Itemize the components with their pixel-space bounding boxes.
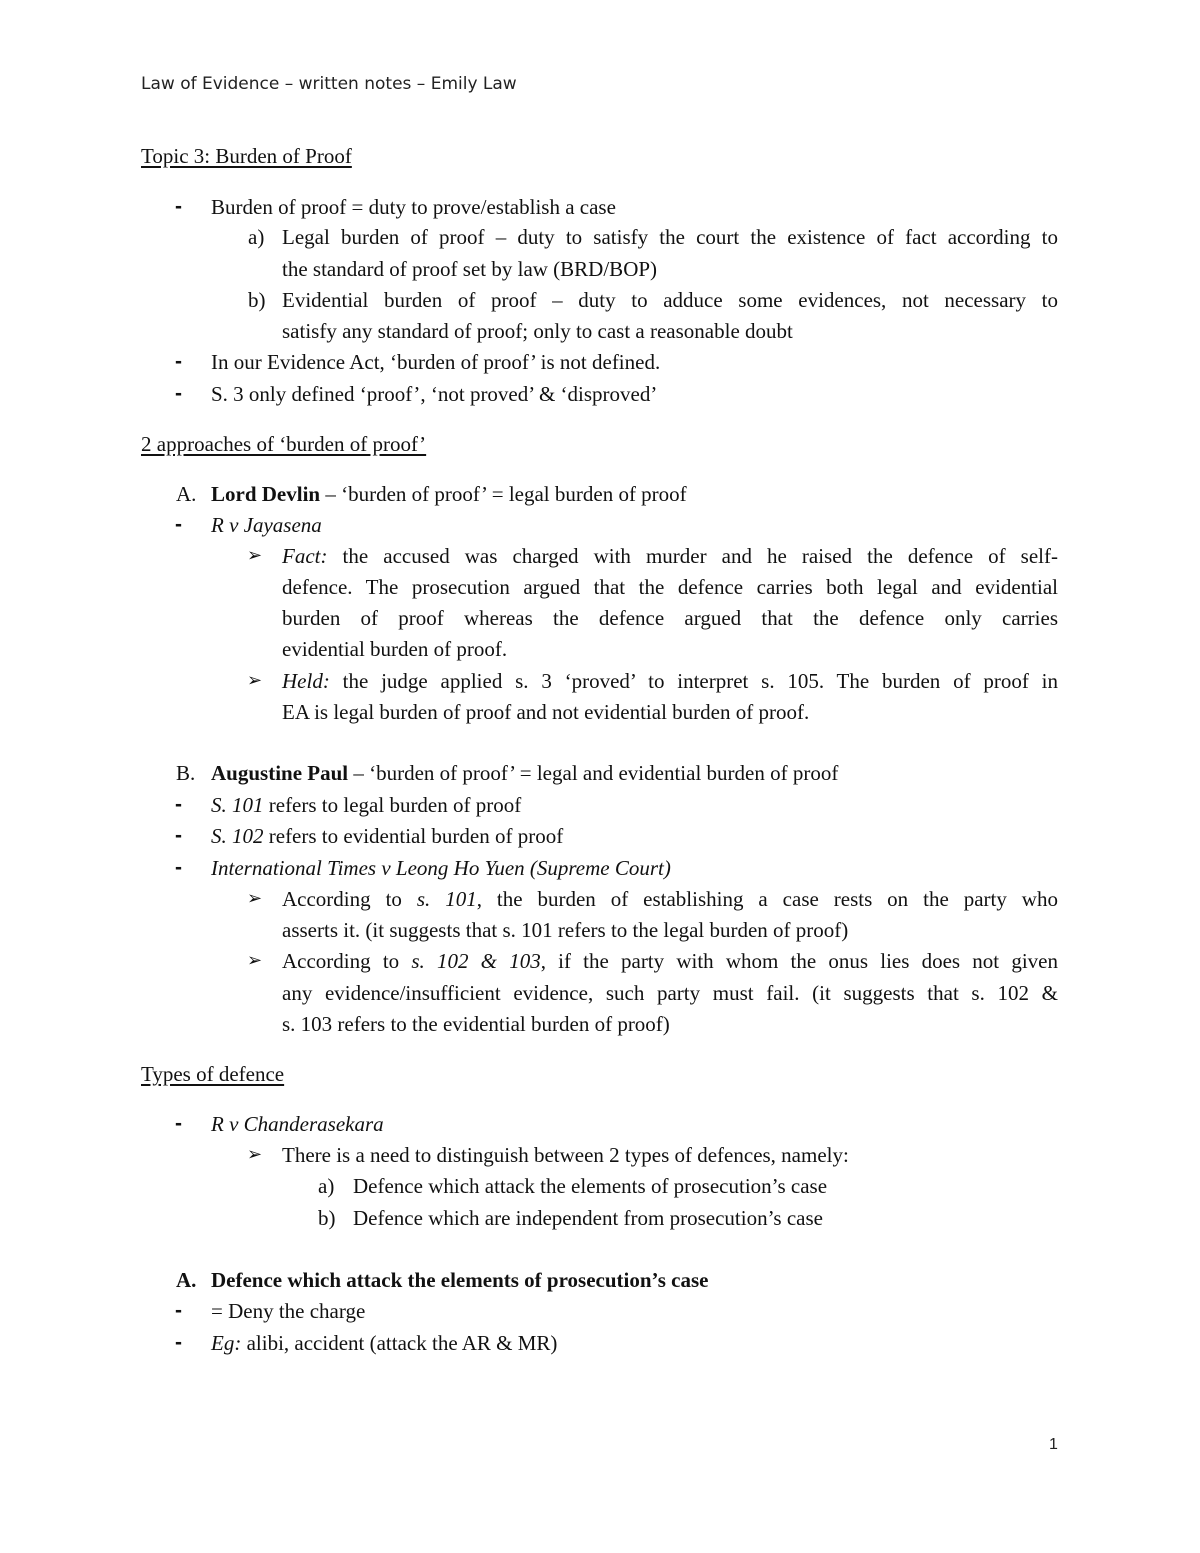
approaches-heading: 2 approaches of ‘burden of proof’ (141, 432, 427, 456)
distinguish-line: There is a need to distinguish between 2 types of defences, namely: (282, 1143, 849, 1167)
according-102-pre: According to (282, 949, 412, 973)
bullet-s3-definitions: S. 3 only defined ‘proof’, ‘not proved’ & ‘disproved’ (211, 382, 658, 406)
page-header: Law of Evidence – written notes – Emily Law (141, 74, 517, 94)
legal-burden-line-2: the standard of proof set by law (BRD/BOP) (282, 257, 658, 281)
deny-the-charge: = Deny the charge (211, 1299, 366, 1323)
eg-text: alibi, accident (attack the AR & MR) (241, 1331, 558, 1355)
s102-text: refers to evidential burden of proof (263, 824, 564, 848)
according-101-line-1 (282, 885, 1058, 913)
defence-attack-heading: Defence which attack the elements of prosecution’s case (211, 1268, 709, 1292)
according-102-post: , if the party with whom the onus lies does not given (540, 949, 1058, 973)
case-international-times: International Times v Leong Ho Yuen (Supreme Court) (211, 856, 671, 880)
bullet-not-defined: In our Evidence Act, ‘burden of proof’ is not defined. (211, 350, 661, 374)
lord-devlin-line (211, 480, 687, 508)
lord-devlin-text: – ‘burden of proof’ = legal burden of proof (320, 482, 687, 506)
eg-label: Eg: (211, 1331, 242, 1355)
types-of-defence-heading: Types of defence (141, 1062, 285, 1086)
s102-ref: S. 102 (211, 824, 264, 848)
s102-line (211, 822, 563, 850)
according-101-post: , the burden of establishing a case rests on the party who (476, 887, 1058, 911)
according-101-pre: According to (282, 887, 417, 911)
example-line (211, 1329, 557, 1357)
held-label: Held: (282, 669, 330, 693)
s101-line (211, 791, 521, 819)
held-line-1 (282, 667, 1058, 695)
bullet-dash-icon: - (175, 195, 182, 218)
page-number: 1 (1049, 1436, 1058, 1453)
defence-type-a: Defence which attack the elements of prosecution’s case (353, 1174, 828, 1198)
s101-ref: S. 101 (211, 793, 264, 817)
according-102-line-2: any evidence/insufficient evidence, such party must fail. (it suggests that s. 102 & (282, 981, 1058, 1005)
list-marker-b: b) (318, 1206, 336, 1230)
bullet-dash-icon: - (175, 513, 182, 536)
bullet-dash-icon: - (175, 350, 182, 373)
arrow-bullet-icon: ➢ (247, 670, 263, 691)
lord-devlin-name: Lord Devlin (211, 482, 321, 506)
list-marker-a: a) (248, 225, 265, 249)
according-102-line-3: s. 103 refers to the evidential burden of proof) (282, 1012, 670, 1036)
arrow-bullet-icon: ➢ (247, 1144, 263, 1165)
list-marker-a: a) (318, 1174, 335, 1198)
fact-text-1: the accused was charged with murder and he raised the defence of self- (327, 544, 1058, 568)
case-r-v-jayasena: R v Jayasena (211, 513, 322, 537)
list-marker-B: B. (176, 761, 196, 785)
according-101-line-2: asserts it. (it suggests that s. 101 refers to the legal burden of proof) (282, 918, 849, 942)
arrow-bullet-icon: ➢ (247, 545, 263, 566)
augustine-paul-line (211, 759, 838, 787)
s101-text: refers to legal burden of proof (263, 793, 522, 817)
evidential-burden-line-1: Evidential burden of proof – duty to adduce some evidences, not necessary to (282, 288, 1058, 312)
fact-line-3: burden of proof whereas the defence argued that the defence only carries (282, 606, 1058, 630)
topic-3-heading: Topic 3: Burden of Proof (141, 144, 352, 168)
legal-burden-line-1: Legal burden of proof – duty to satisfy the court the existence of fact according to (282, 225, 1058, 249)
arrow-bullet-icon: ➢ (247, 950, 263, 971)
bullet-dash-icon: - (175, 856, 182, 879)
bullet-dash-icon: - (175, 1112, 182, 1135)
fact-line-1 (282, 542, 1058, 570)
fact-line-4: evidential burden of proof. (282, 637, 508, 661)
bullet-dash-icon: - (175, 1299, 182, 1322)
held-line-2: EA is legal burden of proof and not evidential burden of proof. (282, 700, 810, 724)
fact-line-2: defence. The prosecution argued that the defence carries both legal and evidential (282, 575, 1058, 599)
bullet-dash-icon: - (175, 793, 182, 816)
list-marker-A: A. (176, 1268, 197, 1292)
list-marker-b: b) (248, 288, 266, 312)
augustine-paul-text: – ‘burden of proof’ = legal and evidential burden of proof (348, 761, 839, 785)
bullet-dash-icon: - (175, 824, 182, 847)
list-marker-A: A. (176, 482, 197, 506)
held-text-1: the judge applied s. 3 ‘proved’ to interpret s. 105. The burden of proof in (329, 669, 1058, 693)
defence-type-b: Defence which are independent from prosecution’s case (353, 1206, 823, 1230)
according-101-ref: s. 101 (416, 887, 477, 911)
bullet-dash-icon: - (175, 382, 182, 405)
according-102-ref: s. 102 & 103 (411, 949, 541, 973)
bullet-dash-icon: - (175, 1331, 182, 1354)
augustine-paul-name: Augustine Paul (211, 761, 349, 785)
fact-label: Fact: (282, 544, 328, 568)
according-102-line-1 (282, 947, 1058, 975)
evidential-burden-line-2: satisfy any standard of proof; only to cast a reasonable doubt (282, 319, 793, 343)
bullet-burden-definition: Burden of proof = duty to prove/establish a case (211, 195, 616, 219)
arrow-bullet-icon: ➢ (247, 888, 263, 909)
case-r-v-chanderasekara: R v Chanderasekara (211, 1112, 384, 1136)
